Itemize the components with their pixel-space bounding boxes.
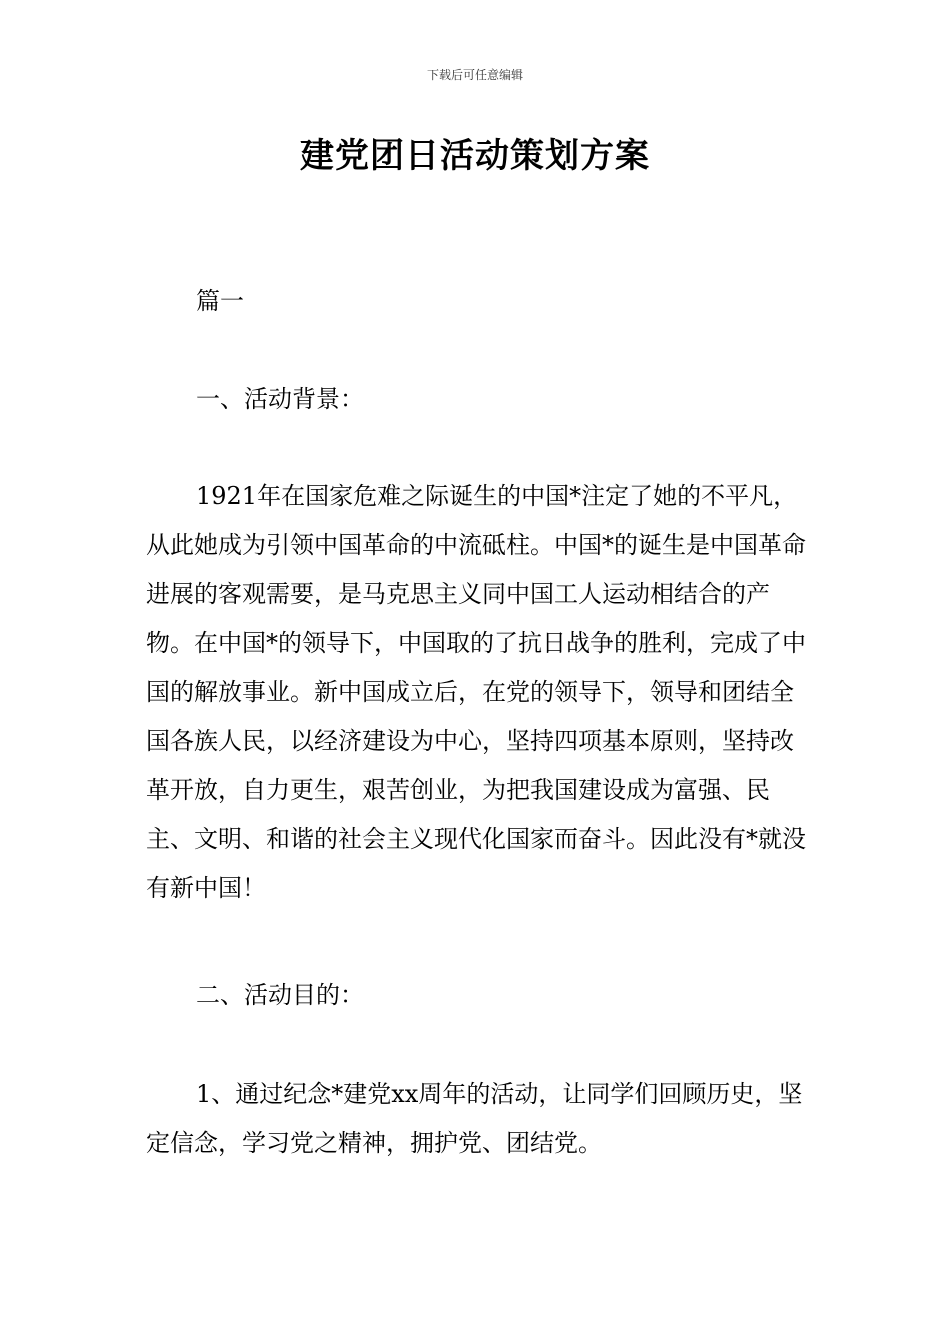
document-title: 建党团日活动策划方案 <box>300 136 650 176</box>
heading-goal: 二、活动目的： <box>196 981 364 1009</box>
header-note: 下载后可任意编辑 <box>426 68 523 82</box>
paragraph-background: 1921年在国家危难之际诞生的中国*注定了她的不平凡，从此她成为引领中国革命的中流砥柱。中国*的诞生是中国革命进展的客观需要，是马克思主义同中国工人运动相结合的产物。在中国*的领导下，中国取的了抗日战争的胜利，完成了中国的解放事业。新中国成立后，在党的领导下，领导和团结全国各族人民，以经济建设为中心，坚持四项基本原则，坚持改革开放，自力更生，艰苦创业，为把我国建设成为富强、民主、文明、和谐的社会主义现代化国家而奋斗。因此没有*就没有新中国！ <box>146 482 806 902</box>
paragraph-goal-item-1: 1、通过纪念*建党xx周年的活动，让同学们回顾历史，坚定信念，学习党之精神，拥护党、团结党。 <box>146 1080 803 1157</box>
section-label: 篇一 <box>196 287 244 315</box>
heading-background: 一、活动背景： <box>196 385 364 413</box>
